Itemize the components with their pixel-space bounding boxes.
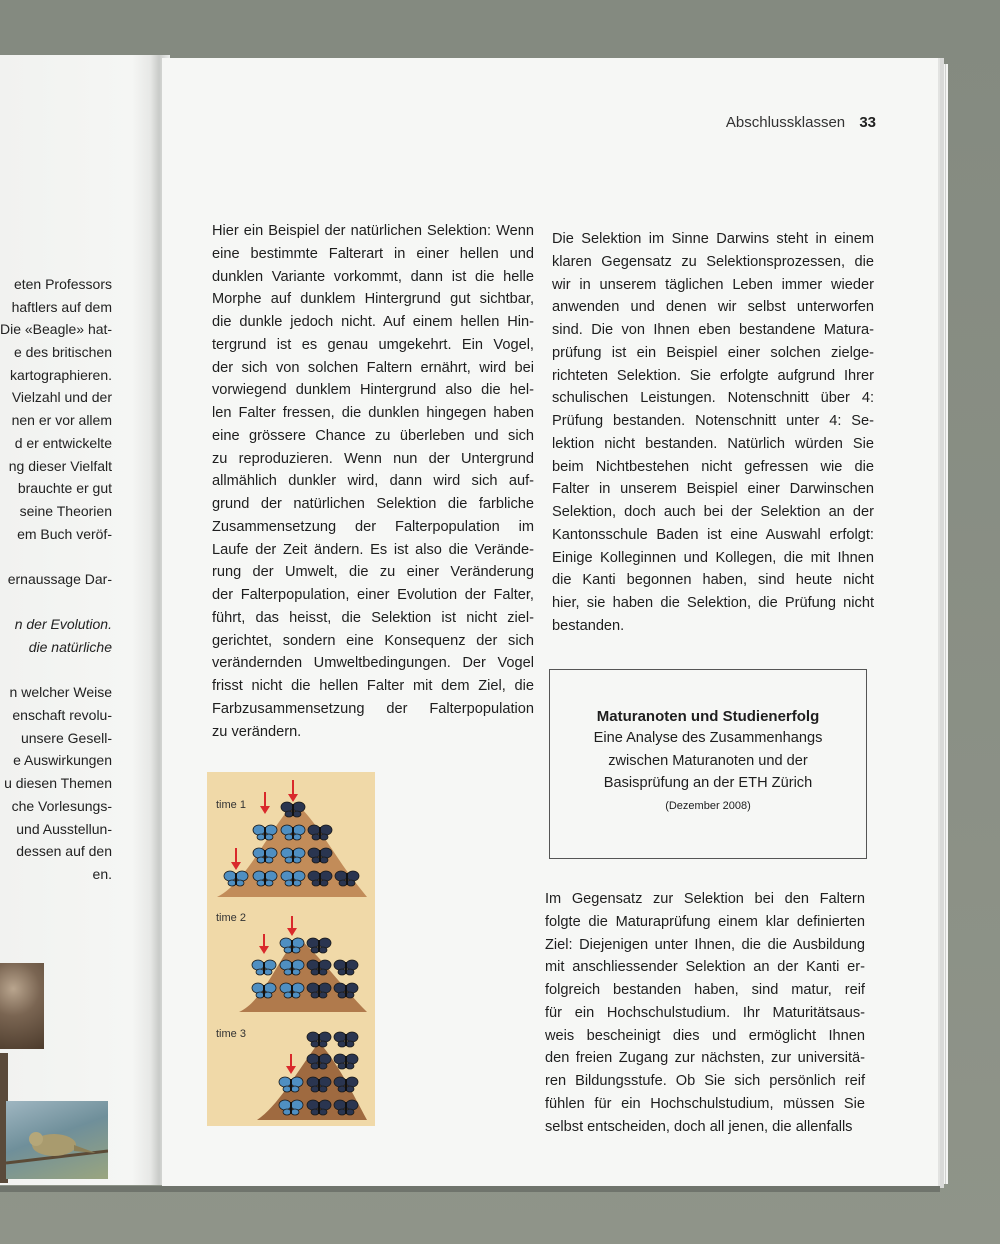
- text-line: Die Selektion im Sinne Darwins steht in einem: [552, 231, 874, 247]
- text-line: grund der natürlichen Selektion die farbliche: [212, 496, 534, 512]
- left-text-line: die natürliche: [28, 639, 112, 655]
- left-text-line: brauchte er gut: [17, 480, 112, 497]
- left-text-line: e Auswirkungen: [13, 752, 112, 769]
- left-text-line: ng dieser Vielfalt: [8, 457, 112, 474]
- text-line: Falter in unserem Beispiel einer Darwinschen: [552, 481, 874, 498]
- text-line: Kantonsschule Baden ist eine Auswahl erfolgt:: [552, 526, 874, 543]
- moth-selection-figure: [207, 772, 375, 1126]
- text-line: mit anschliessender Selektion an der Kanti er-: [545, 959, 865, 976]
- column-right-text: [552, 228, 874, 638]
- left-page: [0, 55, 165, 1185]
- text-line: führt, das heisst, die Selektion ist nicht ziel-: [212, 609, 534, 626]
- text-line: dunklen Variante vorkommt, dann ist die helle: [212, 268, 534, 285]
- left-bird-photo: [6, 1101, 108, 1179]
- text-line: selbst entscheiden, doch all jenen, die allenfalls: [545, 1118, 853, 1135]
- left-text-line: enschaft revolu-: [12, 707, 112, 724]
- left-text-line: che Vorlesungs-: [11, 797, 112, 814]
- text-line: klaren Gegensatz zu Selektionsprozessen, die: [552, 253, 874, 270]
- page-number: 33: [859, 114, 876, 131]
- text-line: Farbzusammensetzung der Falterpopulation: [212, 700, 534, 717]
- text-line: Ziel: Diejenigen unter Ihnen, die die Ausbildung: [545, 936, 865, 953]
- box-subtitle-line: Basisprüfung an der ETH Zürich: [603, 775, 813, 791]
- text-line: rung der Umwelt, die zu einer Veränderung: [212, 564, 534, 581]
- left-text-line: dessen auf den: [16, 843, 112, 860]
- text-line: prüfung ist ein Beispiel einer solchen zielge-: [552, 344, 874, 361]
- box-title: Maturanoten und Studienerfolg: [596, 708, 820, 725]
- text-line: fühlen für ein Hochschulstudium, müssen Sie: [545, 1095, 865, 1112]
- left-text-line: e des britischen: [13, 344, 112, 361]
- text-line: Hier ein Beispiel der natürlichen Selektion: Wenn: [212, 223, 534, 239]
- running-header: [726, 114, 876, 131]
- left-text-line: haftlers auf dem: [11, 298, 112, 315]
- box-subtitle: [550, 727, 866, 795]
- text-line: frisst nicht die hellen Falter mit dem Ziel, die: [212, 678, 534, 694]
- text-line: ren Bildungsstufe. Ob Sie sich persönlich reif: [545, 1073, 865, 1089]
- text-line: zu verändern.: [212, 723, 302, 740]
- left-text-line: seine Theorien: [19, 502, 112, 519]
- moth-figure-svg: [207, 772, 375, 1126]
- left-tree-photo: [0, 963, 44, 1049]
- text-line: bestanden.: [552, 617, 625, 634]
- left-text-line: [0, 591, 112, 614]
- left-text-line: unsere Gesell-: [20, 729, 112, 746]
- left-text-line: n der Evolution.: [14, 616, 112, 633]
- dark-moth-icon: [334, 1032, 358, 1047]
- text-line: len Falter fressen, die dunklen hingegen haben: [212, 405, 534, 421]
- left-text-line: eten Professors: [13, 276, 112, 292]
- text-line: hier, sie haben die Selektion, die Prüfung nicht: [552, 595, 874, 611]
- text-line: anwenden und denen wir selbst unterworfen: [552, 299, 874, 316]
- left-text-line: ernaussage Dar-: [7, 570, 112, 587]
- figure-label: time 1: [216, 799, 246, 811]
- text-line: eine grössere Chance zu überleben und sich: [212, 427, 534, 444]
- text-line: schulischen Leistungen. Notenschnitt über 4:: [552, 390, 874, 407]
- publication-info-box: [549, 669, 867, 859]
- text-line: Prüfung bestanden. Notenschnitt unter 4: Se-: [552, 413, 874, 429]
- left-text-line: en.: [92, 865, 112, 882]
- text-line: folgte die Maturaprüfung einem klar definierten: [545, 913, 865, 930]
- text-line: für ein Hochschulstudium. Ihr Maturitätsaus-: [545, 1004, 865, 1021]
- left-text-line: nen er vor allem: [11, 412, 112, 429]
- text-line: der Falterpopulation, einer Evolution der Falter,: [212, 587, 534, 603]
- text-line: Im Gegensatz zur Selektion bei den Faltern: [545, 891, 865, 907]
- text-line: vorwiegend dunklem Hintergrund also die hel-: [212, 382, 534, 399]
- box-subtitle-line: Eine Analyse des Zusammenhangs: [593, 730, 823, 746]
- text-line: Laufe der Zeit ändern. Es ist also die Verände-: [212, 541, 534, 558]
- text-line: die dunkle jedoch nicht. Auf einem hellen Hin-: [212, 314, 534, 330]
- text-line: verändernden Umweltbedingungen. Der Vogel: [212, 655, 534, 672]
- text-line: eine bestimmte Falterart in einer hellen und: [212, 245, 534, 262]
- text-line: wir in unserem täglichen Leben immer wieder: [552, 276, 874, 293]
- figure-label: time 3: [216, 1028, 246, 1040]
- text-line: die Kanti begonnen haben, sind heute nicht: [552, 572, 874, 589]
- text-line: tergrund ist es genau umgekehrt. Ein Vogel,: [212, 336, 534, 353]
- left-text-line: em Buch veröf-: [17, 525, 112, 542]
- left-text-line: d er entwickelte: [14, 434, 112, 451]
- left-text-line: [0, 545, 112, 568]
- text-line: gerichtet, sondern eine Konsequenz der sich: [212, 632, 534, 649]
- text-line: weis bescheinigt dies und ermöglicht Ihnen: [545, 1027, 865, 1044]
- text-line: der sich von solchen Faltern ernährt, wird bei: [212, 359, 534, 376]
- text-line: richteten Selektion. Sie erfolgte aufgrund Ihrer: [552, 367, 874, 384]
- column-left-text: [212, 220, 534, 743]
- text-line: allmählich dunkler wird, dann wird sich auf-: [212, 473, 534, 490]
- box-subtitle-line: zwischen Maturanoten und der: [608, 752, 808, 769]
- text-line: Einige Kolleginnen und Kollegen, die mit Ihnen: [552, 549, 874, 566]
- text-line: beim Nichtbestehen nicht gefressen wie die: [552, 458, 874, 475]
- dark-moth-icon: [334, 960, 358, 975]
- text-line: Morphe auf dunklem Hintergrund gut sichtbar,: [212, 291, 534, 308]
- figure-label: time 2: [216, 912, 246, 924]
- left-text-line: kartographieren.: [10, 366, 112, 383]
- column-right-lower-text: [545, 888, 865, 1138]
- left-text-line: u diesen Themen: [4, 775, 112, 792]
- bottom-shadow: [0, 1186, 940, 1192]
- box-date: (Dezember 2008): [665, 799, 751, 812]
- text-line: Selektion, doch auch bei der Selektion an der: [552, 504, 874, 520]
- text-line: zu reproduzieren. Wenn nun der Untergrund: [212, 450, 534, 467]
- left-text-line: Vielzahl und der: [11, 389, 112, 406]
- light-moth-icon: [252, 960, 276, 975]
- text-line: sind. Die von Ihnen eben bestandene Matura-: [552, 322, 874, 338]
- left-text-line: n welcher Weise: [9, 684, 112, 701]
- section-title: Abschlussklassen: [725, 114, 846, 131]
- left-text-line: [0, 659, 112, 682]
- text-line: den freien Zugang zur nächsten, zur universitä-: [545, 1050, 865, 1067]
- bird-illustration: [6, 1101, 108, 1179]
- dark-moth-icon: [334, 1054, 358, 1069]
- text-line: folgreich bestanden haben, sind matur, reif: [545, 982, 865, 998]
- left-text-line: und Ausstellun-: [16, 820, 112, 837]
- left-page-text: [0, 273, 112, 886]
- dark-moth-icon: [307, 1032, 331, 1047]
- left-text-line: Die «Beagle» hat-: [0, 321, 112, 338]
- text-line: Zusammensetzung der Falterpopulation im: [212, 518, 534, 535]
- text-line: lektion nicht bestanden. Natürlich würden Sie: [552, 435, 874, 452]
